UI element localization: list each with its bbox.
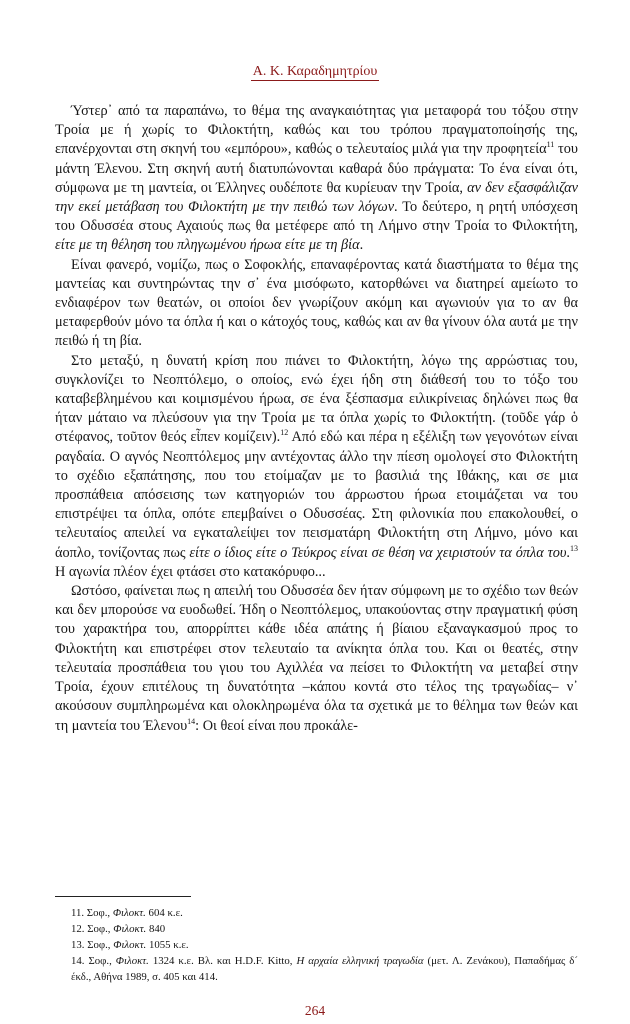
text-run: του μάντη Έλενου. Στη σκηνή αυτή διατυπώνονται καθαρά δύο πράγματα: Το ένα είναι ότι, σύμφωνα με τη μαντεία, οι Έλληνες ουδέποτε θα κυρίευαν την Τροία, xyxy=(55,141,578,196)
italic-text: Φιλοκτ. xyxy=(112,907,146,919)
running-head xyxy=(0,64,630,80)
footnotes xyxy=(55,905,578,985)
text-run: : Οι θεοί είναι που προκάλε- xyxy=(195,717,358,734)
italic-text: είτε ο ίδιος είτε ο Τεύκρος είναι σε θέση να χειριστούν τα όπλα του xyxy=(189,544,567,561)
italic-text: Φιλοκτ. xyxy=(115,955,149,967)
italic-text: Φιλοκτ. xyxy=(113,923,147,935)
text-run: Ύστερ᾽ από τα παραπάνω, το θέμα της αναγκαιότητας για μεταφορά του τόξου στην Τροία με ή χωρίς το Φιλοκτήτη, καθώς και του τρόπου πραγματοποίησής της, επανέρχονται στη σκηνή του «εμπόρου», καθώς ο τελευταίος μιλά για την προφητεία xyxy=(55,103,578,158)
text-run: 604 κ.ε. xyxy=(145,907,183,919)
footnote-rule xyxy=(55,896,191,897)
italic-text: αν δεν εξασφάλιζαν την εκεί μετάβαση του Φιλοκτήτη με την πειθώ των λόγων xyxy=(55,179,579,216)
footnote xyxy=(55,953,578,985)
body-text xyxy=(55,102,578,736)
running-head-author: Α. Κ. Καραδημητρίου xyxy=(252,64,378,79)
text-run: 1055 κ.ε. xyxy=(146,939,189,951)
text-run: 14. Σοφ., xyxy=(71,955,116,967)
italic-text: Φιλοκτ. xyxy=(113,939,147,951)
text-run: Από εδώ και πέρα η εξέλιξη των γεγονότων είναι ραγδαία. Ο αγνός Νεοπτόλεμος μην αντέχοντας άλλο την πίεση ομολογεί στο Φιλοκτήτη το σχέδιο εξαπάτησης, που του ετοίμαζαν με το βασιλιά της Ιθάκης, και σε μια προσπάθεια απόσεισης των κατηγοριών του άρρωστου ήρωα ετοιμάζεται να του επιστρέψει τα όπλα, οπότε επεμβαίνει ο Οδυσσέας. Στη φιλονικία που επακολουθεί, ο τελευταίος απειλεί να εγκαταλείψει τον πεισματάρη Φιλοκτήτη στη Λήμνο, μόνο και άοπλο, τονίζοντας πως xyxy=(55,429,578,561)
footnote-ref: 13 xyxy=(569,543,578,553)
text-run: 12. Σοφ., xyxy=(71,923,114,935)
italic-text: είτε με τη θέληση του πληγωμένου ήρωα είτε με τη βία xyxy=(55,237,360,254)
text-run: Είναι φανερό, νομίζω, πως ο Σοφοκλής, επαναφέροντας κατά διαστήματα το θέμα της μαντείας και συντηρώντας την σ᾽ ένα μισόφωτο, κατορθώνει να διατηρεί αμείωτο το ενδιαφέρον των θεατών, οι οποίοι δεν γνωρίζουν ακόμη και αγωνιούν για το αν θα μεταφερθούν μόνο τα όπλα ή και ο κάτοχός τους, καθώς και αν θα γίνουν όλα αυτά με την πειθώ ή τη βία. xyxy=(55,256,578,350)
text-run: Στο μεταξύ, η δυνατή κρίση που πιάνει το Φιλοκτήτη, λόγω της αρρώστιας του, συγκλονίζει το Νεοπτόλεμο, ο οποίος, ενώ έχει ήδη στη διάθεσή του το τόξο του καταβεβλημένου και κοιμισμένου ήρωα, σε ένα ξέσπασμα ειλικρίνειας δηλώνει πως θα ήταν μάταιο να πλεύσουν για την Τροία με τα όπλα χωρίς το Φιλοκτήτη. (τοῦδε γάρ ὁ στέφανος, τοῦτον θεός εἶπεν κομίζειν). xyxy=(55,352,578,446)
page-number: 264 xyxy=(304,1003,326,1018)
text-run: (μετ. Λ. Ζενάκου), Παπαδήμας δ´ έκδ., Αθήνα 1989, σ. 405 και 414. xyxy=(71,955,578,983)
paragraph xyxy=(55,102,578,256)
footnote-ref: 11 xyxy=(546,140,555,150)
footnote xyxy=(55,921,578,937)
footnote-ref: 14 xyxy=(187,716,196,726)
text-run: 13. Σοφ., xyxy=(71,939,114,951)
footnote xyxy=(55,905,578,921)
paragraph xyxy=(55,582,578,736)
text-run: 1324 κ.ε. Βλ. και H.D.F. Kitto, xyxy=(148,955,297,967)
text-run: 840 xyxy=(146,923,166,935)
text-run: Η αγωνία πλέον έχει φτάσει στο κατακόρυφο... xyxy=(55,563,326,580)
text-run: . xyxy=(566,544,570,561)
footnote xyxy=(55,937,578,953)
text-run: . xyxy=(359,237,364,254)
italic-text: Η αρχαία ελληνική τραγωδία xyxy=(296,955,424,967)
footnote-ref: 12 xyxy=(280,428,289,438)
paragraph xyxy=(55,256,578,352)
paragraph xyxy=(55,352,578,582)
text-run: Ωστόσο, φαίνεται πως η απειλή του Οδυσσέα δεν ήταν σύμφωνη με το σχέδιο των θεών και δεν μπορούσε να ευοδωθεί. Ήδη ο Νεοπτόλεμος, υπακούοντας στην πραγματική φύση του χαρακτήρα του, απορρίπτει κάθε ιδέα απάτης ή βίαιου εξαναγκασμού προς το Φιλοκτήτη και επιστρέφει στον τελευταίο τα ανίκητα όπλα του. Και οι θεατές, στην τελευταία προσπάθεια του γιου του Αχιλλέα να πείσει το Φιλοκτήτη να μεταβεί στην Τροία, έχουν επιτέλους τη δυνατότητα –κάπου κοντά στο τέλος της τραγωδίας– ν᾽ ακούσουν συμπληρωμένα και ολοκληρωμένα όλα τα σχετικά με το θέλημα των θεών και τη μαντεία του Έλενου xyxy=(55,583,578,734)
text-run: . Το δεύτερο, η ρητή υπόσχεση του Οδυσσέα στους Αχαιούς πως θα μετέφερε από τη Λήμνο στην Τροία το Φιλοκτήτη, xyxy=(55,199,578,235)
text-run: 11. Σοφ., xyxy=(71,907,113,919)
